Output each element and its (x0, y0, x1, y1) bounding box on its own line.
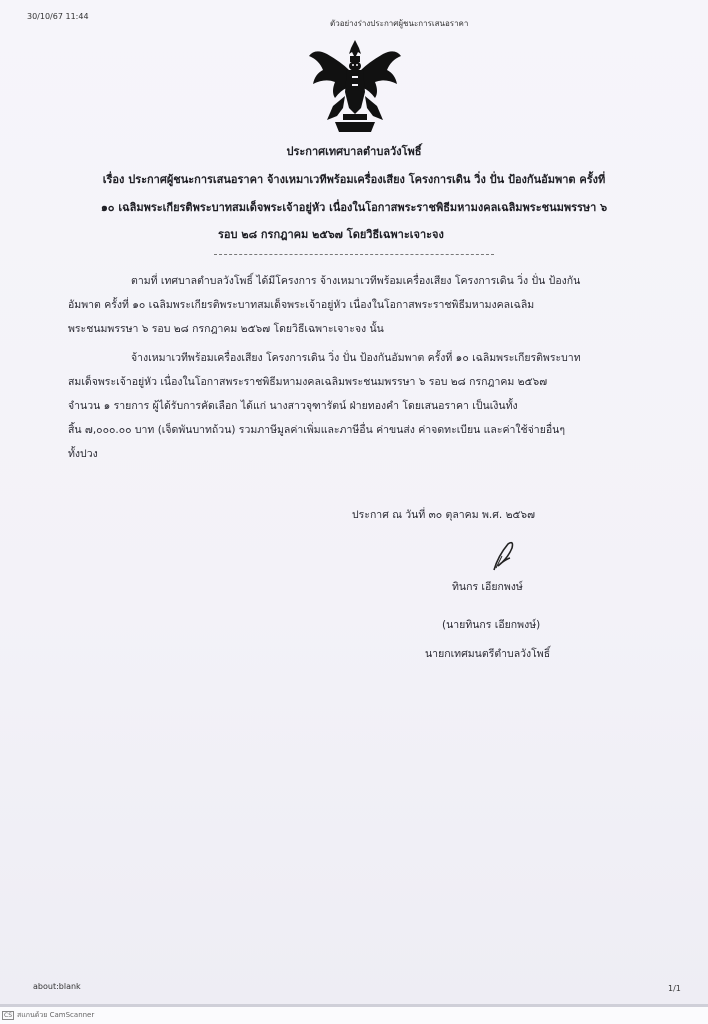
paragraph-2-line-3: จำนวน ๑ รายการ ผู้ได้รับการคัดเลือก ได้แก่ นางสาวจุฑารัตน์ ฝ่ายทองคำ โดยเสนอราคา เป็นเงินทั้ง (68, 400, 518, 412)
signatory-name: ทินกร เอียกพงษ์ (452, 581, 523, 593)
page-edge (0, 1004, 708, 1007)
scanner-text: สแกนด้วย CamScanner (17, 1011, 95, 1019)
paragraph-2-line-1: จ้างเหมาเวทีพร้อมเครื่องเสียง โครงการเดิน วิ่ง ปั่น ป้องกันอัมพาต ครั้งที่ ๑๐ เฉลิมพระเกียรติพระบาท (131, 352, 581, 364)
print-datetime: 30/10/67 11:44 (27, 12, 89, 21)
paragraph-2-line-4: สิ้น ๗,๐๐๐.๐๐ บาท (เจ็ดพันบาทถ้วน) รวมภาษีมูลค่าเพิ่มและภาษีอื่น ค่าขนส่ง ค่าจดทะเบียน และค่าใช้จ่ายอื่นๆ (68, 424, 565, 436)
signatory-position: นายกเทศมนตรีตำบลวังโพธิ์ (425, 648, 551, 660)
announce-date: ประกาศ ณ วันที่ ๓๐ ตุลาคม พ.ศ. ๒๕๖๗ (352, 509, 535, 521)
subject-line-1: เรื่อง ประกาศผู้ชนะการเสนอราคา จ้างเหมาเวทีพร้อมเครื่องเสียง โครงการเดิน วิ่ง ปั่น ป้องกันอัมพาต ครั้งที่ (102, 173, 606, 186)
camscanner-icon: CS (4, 1012, 12, 1019)
garuda-emblem-icon (305, 36, 405, 136)
title-divider (214, 254, 494, 255)
issuing-office: ประกาศเทศบาลตำบลวังโพธิ์ (286, 145, 422, 158)
paragraph-2-line-2: สมเด็จพระเจ้าอยู่หัว เนื่องในโอกาสพระราชพิธีมหามงคลเฉลิมพระชนมพรรษา ๖ รอบ ๒๘ กรกฎาคม ๒๕๖๗ (68, 376, 548, 388)
signatory-full-name: (นายทินกร เอียกพงษ์) (442, 619, 541, 631)
paragraph-2-line-5: ทั้งปวง (68, 448, 98, 460)
paragraph-1-line-2: อัมพาต ครั้งที่ ๑๐ เฉลิมพระเกียรติพระบาทสมเด็จพระเจ้าอยู่หัว เนื่องในโอกาสพระราชพิธีมหามงคลเฉลิม (68, 299, 535, 311)
signature-mark (484, 536, 524, 576)
scanner-watermark (2, 1010, 94, 1021)
page-number: 1/1 (668, 984, 681, 993)
paragraph-1-line-1: ตามที่ เทศบาลตำบลวังโพธิ์ ได้มีโครงการ จ้างเหมาเวทีพร้อมเครื่องเสียง โครงการเดิน วิ่ง ปั่น ป้องกัน (131, 275, 581, 287)
subject-line-3: รอบ ๒๘ กรกฎาคม ๒๕๖๗ โดยวิธีเฉพาะเจาะจง (218, 228, 444, 241)
subject-line-2: ๑๐ เฉลิมพระเกียรติพระบาทสมเด็จพระเจ้าอยู่หัว เนื่องในโอกาสพระราชพิธีมหามงคลเฉลิมพระชนมพรรษา ๖ (100, 201, 608, 214)
document-label: ตัวอย่างร่างประกาศผู้ชนะการเสนอราคา (330, 19, 469, 28)
paragraph-1-line-3: พระชนมพรรษา ๖ รอบ ๒๘ กรกฎาคม ๒๕๖๗ โดยวิธีเฉพาะเจาะจง นั้น (68, 323, 384, 335)
footer-url: about:blank (33, 982, 81, 991)
